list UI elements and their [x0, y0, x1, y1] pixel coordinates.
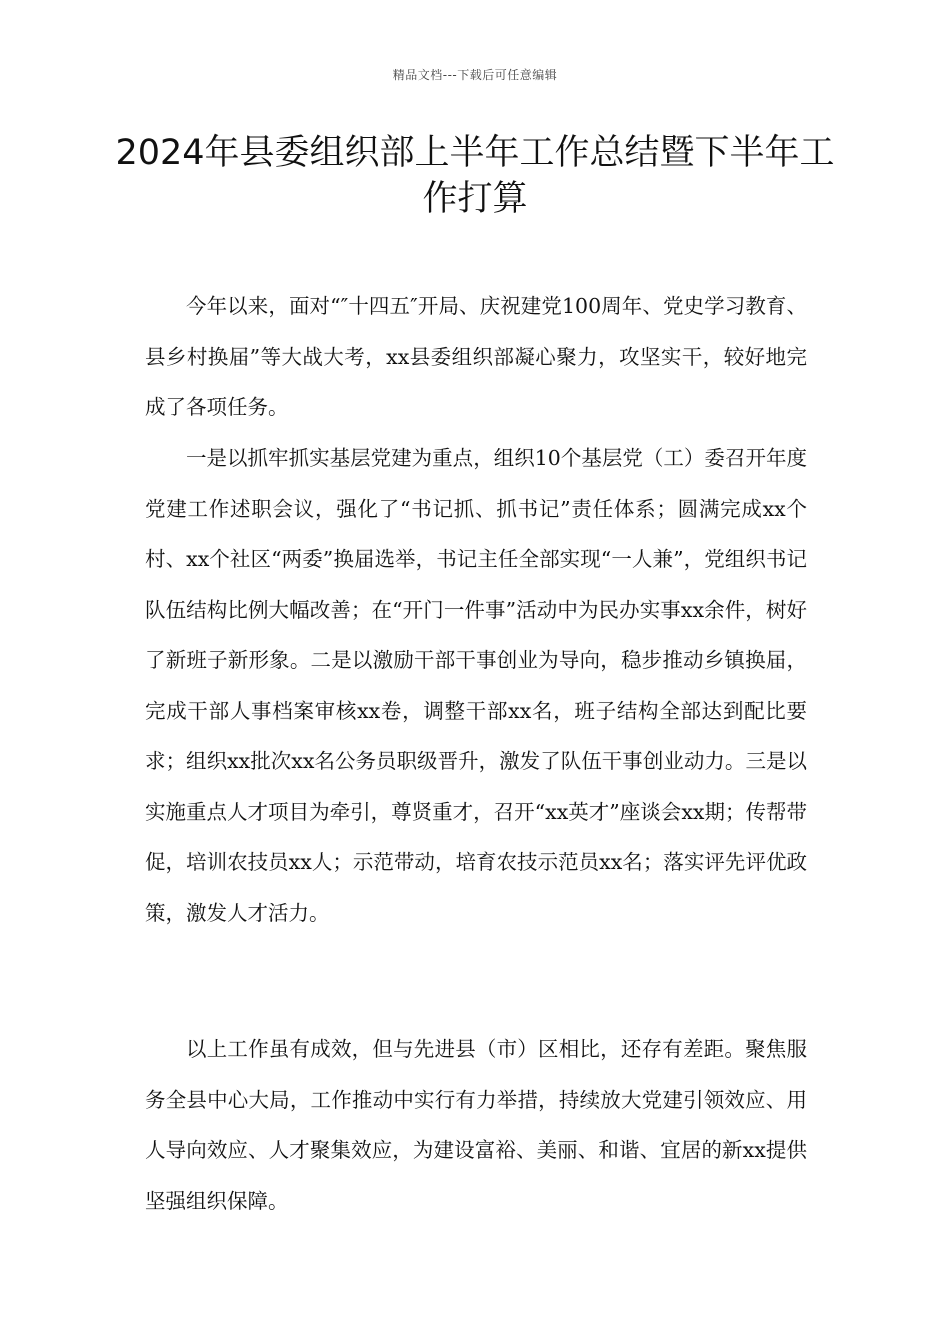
header-note: 精品文档---下载后可任意编辑 — [392, 68, 558, 82]
paragraph-intro: 今年以来，面对“″十四五″开局、庆祝建党100周年、党史学习教育、县乡村换届”等大战大考，xx县委组织部凝心聚力，攻坚实干，较好地完成了各项任务。 — [145, 294, 807, 419]
document-title: 2024年县委组织部上半年工作总结暨下半年工作打算 — [115, 133, 835, 219]
paragraph-outlook: 以上工作虽有成效，但与先进县（市）区相比，还存有差距。聚焦服务全县中心大局，工作推动中实行有力举措，持续放大党建引领效应、用人导向效应、人才聚集效应，为建设富裕、美丽、和谐、宜居的新xx提供坚强组织保障。 — [145, 1037, 807, 1213]
paragraph-achievements: 一是以抓牢抓实基层党建为重点，组织10个基层党（工）委召开年度党建工作述职会议，强化了“书记抓、抓书记”责任体系；圆满完成xx个村、xx个社区“两委”换届选举，书记主任全部实现“一人兼”，党组织书记队伍结构比例大幅改善；在“开门一件事”活动中为民办实事xx余件，树好了新班子新形象。二是以激励干部干事创业为导向，稳步推动乡镇换届，完成干部人事档案审核xx卷，调整干部xx名，班子结构全部达到配比要求；组织xx批次xx名公务员职级晋升，激发了队伍干事创业动力。三是以实施重点人才项目为牵引，尊贤重才，召开“xx英才”座谈会xx期；传帮带促，培训农技员xx人；示范带动，培育农技示范员xx名；落实评先评优政策，激发人才活力。 — [145, 446, 807, 925]
